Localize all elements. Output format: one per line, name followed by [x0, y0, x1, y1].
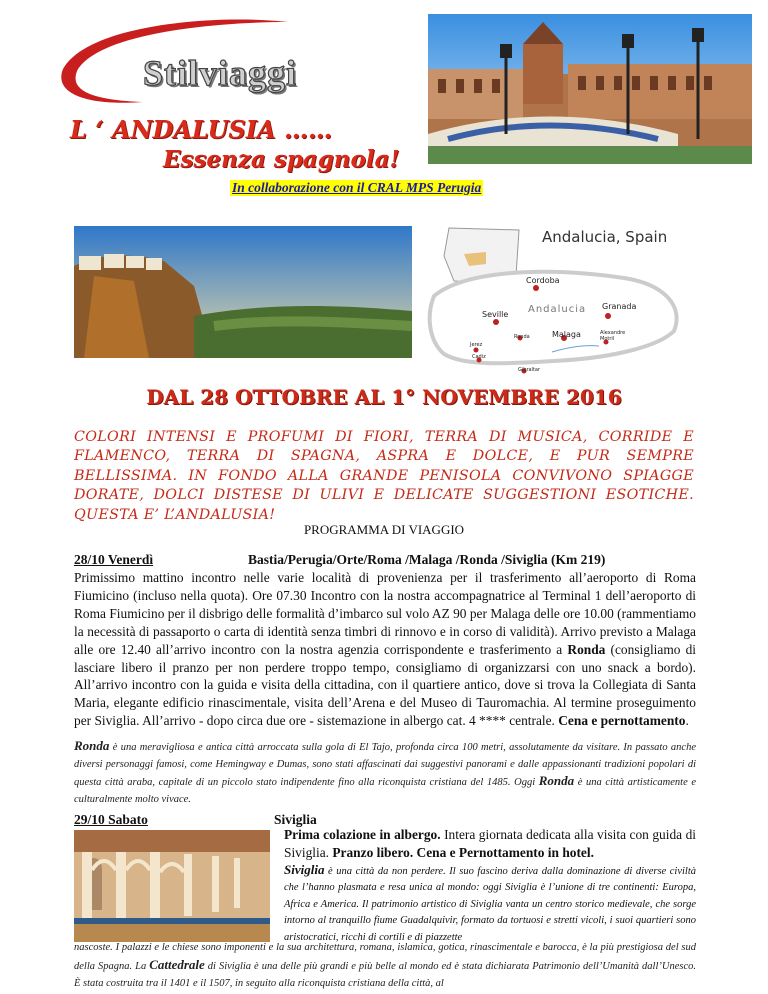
day1-text-b: (consigliamo di lasciare libero il pranzo per non perdere troppo tempo, consigliamo di organizzarsi con uno snack a bordo). All’arrivo incontro con la guida e visita della cittadina, con il quartiere antico, dove si trova la Collegiata di Santa Maria, elegante edificio rinascimentale, visita dell’Arena e del Museo di Tauromachia. Al termine proseguimento per Siviglia. All’arrivo - dopo circa due ore - sistemazione in albergo cat. 4 **** centrale.	[74, 641, 697, 729]
day2-date: 29/10 Sabato	[74, 812, 148, 827]
day2-text	[284, 826, 696, 946]
stilviaggi-logo	[48, 14, 338, 114]
logo-text: Stilviaggi	[143, 53, 298, 93]
ronda-photo	[74, 226, 412, 358]
ronda-note-text: è una meravigliosa e antica città arroccata sulla gola di El Tajo, profonda circa 100 metri, assolutamente da visitare. In passato anche diversi personaggi famosi, come Hemingway e Dumas, sono stati affascinati dai suggestivi panorami e dalle appassionanti tradizioni popolari di questa città araba, capitale di un piccolo stato indipendente fino alla riconquista cristiana del 1485. Oggi	[74, 742, 696, 788]
ronda-note-name-2: Ronda	[538, 773, 575, 788]
day1-heading	[74, 552, 694, 568]
day1-route: Bastia/Perugia/Orte/Roma /Malaga /Ronda /Siviglia (Km 219)	[248, 552, 606, 567]
map-city-seville: Seville	[482, 310, 509, 319]
seville-name: Siviglia	[284, 861, 325, 877]
map-city-malaga: Malaga	[552, 330, 581, 339]
seville-cathedral: Cattedrale	[149, 957, 205, 972]
seville-description	[284, 862, 696, 947]
title-line-1: L ‘ ANDALUSIA ……	[70, 115, 332, 144]
ronda-note	[74, 738, 696, 808]
day2-breakfast: Prima colazione in albergo.	[284, 827, 441, 842]
day1-meal: Cena e pernottamento	[558, 713, 686, 729]
ronda-note-text-2: è una città artisticamente e culturalmente molto vivace.	[74, 777, 696, 805]
day1-end: .	[685, 713, 689, 729]
seville-colonnade-photo	[74, 830, 270, 942]
plaza-de-espana-photo	[428, 14, 752, 164]
day2-visit: Intera giornata dedicata alla visita con guida di Siviglia.	[284, 827, 696, 860]
seville-text: è una città da non perdere. Il suo fascino deriva dalla dominazione di diverse civiltà che l’hanno plasmata e resa unica al mondo: oggi Siviglia è l’unione di tre continenti: Europa, Africa e America. Il patrimonio artistico di Siviglia vanta un centro storico medievale, che sorge intorno al tranquillo fiume Guadalquivir, formato da tortuosi e stretti vicoli, i suoi quartieri sono aristocratici, ricchi di cortili e di piazzette	[284, 865, 696, 943]
map-city-cordoba: Cordoba	[526, 276, 560, 285]
andalusia-map	[424, 226, 754, 376]
seville-bottom-a: nascoste. I palazzi e le chiese sono imponenti e la sua architettura, romana, islamica, gotica, rinascimentale e barocca, è la più prestigiosa del sud della Spagna. La	[74, 942, 696, 972]
ronda-note-name: Ronda	[74, 738, 110, 753]
day2-heading	[74, 812, 317, 828]
day1-ronda: Ronda	[567, 641, 606, 657]
seville-bottom-b: di Siviglia è una delle più grandi e più belle al mondo ed è stata dichiarata Patrimonio dell’Umanità dall’Unesco. È stata costruita tra il 1401 e il 1507, in seguito alla riconquista cristiana della città, al	[74, 961, 696, 989]
title-line-2: Essenza spagnola!	[163, 146, 400, 173]
map-city-gibraltar: Gibraltar	[518, 367, 541, 373]
seville-continued	[74, 939, 696, 992]
collaboration-note: In collaborazione con il CRAL MPS Perugia	[232, 180, 482, 195]
program-title: PROGRAMMA DI VIAGGIO	[303, 522, 465, 537]
day2-meals: Pranzo libero. Cena e Pernottamento in hotel.	[332, 844, 594, 860]
day1-text	[74, 569, 696, 730]
map-city-cadiz: Cadiz	[472, 354, 486, 360]
trip-dates: DAL 28 OTTOBRE AL 1° NOVEMBRE 2016	[146, 385, 622, 409]
map-city-granada: Granada	[602, 302, 637, 311]
map-city-motril: Alexandre Motril	[600, 330, 626, 342]
map-heading: Andalucia, Spain	[542, 228, 668, 246]
intro-paragraph: COLORI INTENSI E PROFUMI DI FIORI, TERRA DI MUSICA, CORRIDE E FLAMENCO, TERRA DI SPAGNA, ASPRA E DOLCE, E PUR SEMPRE BELLISSIMA. IN FONDO ALLA GRANDE PENISOLA CONVIVONO SPIAGGE DORATE, DOLCI DISTESE DI ULIVI E DELICATE SUGGESTIONI ESOTICHE. QUESTA E’ L’ANDALUSIA!	[74, 429, 694, 523]
map-city-jerez: Jerez	[470, 342, 483, 348]
day1-text-a: Primissimo mattino incontro nelle varie località di provenienza per il trasferimento all’aeroporto di Roma Fiumicino (incluso nella quota). Ore 07.30 Incontro con la nostra accompagnatrice al Terminal 1 dell’aeroporto di Roma Fiumicino per il disbrigo delle formalità d’imbarco sul volo AZ 90 per Malaga delle ore 10.00 (rammentiamo la necessità di passaporto o carta di identità senza timbri di rinnovo e in corso di validità). Arrivo previsto a Malaga alle ore 12.40 all’arrivo incontro con la nostra agenzia corrispondente e trasferimento a	[74, 570, 696, 657]
day2-city: Siviglia	[274, 812, 317, 827]
day1-date: 28/10 Venerdì	[74, 552, 154, 567]
map-city-ronda: Ronda	[514, 334, 530, 340]
map-region-label: Andalucia	[528, 304, 587, 315]
